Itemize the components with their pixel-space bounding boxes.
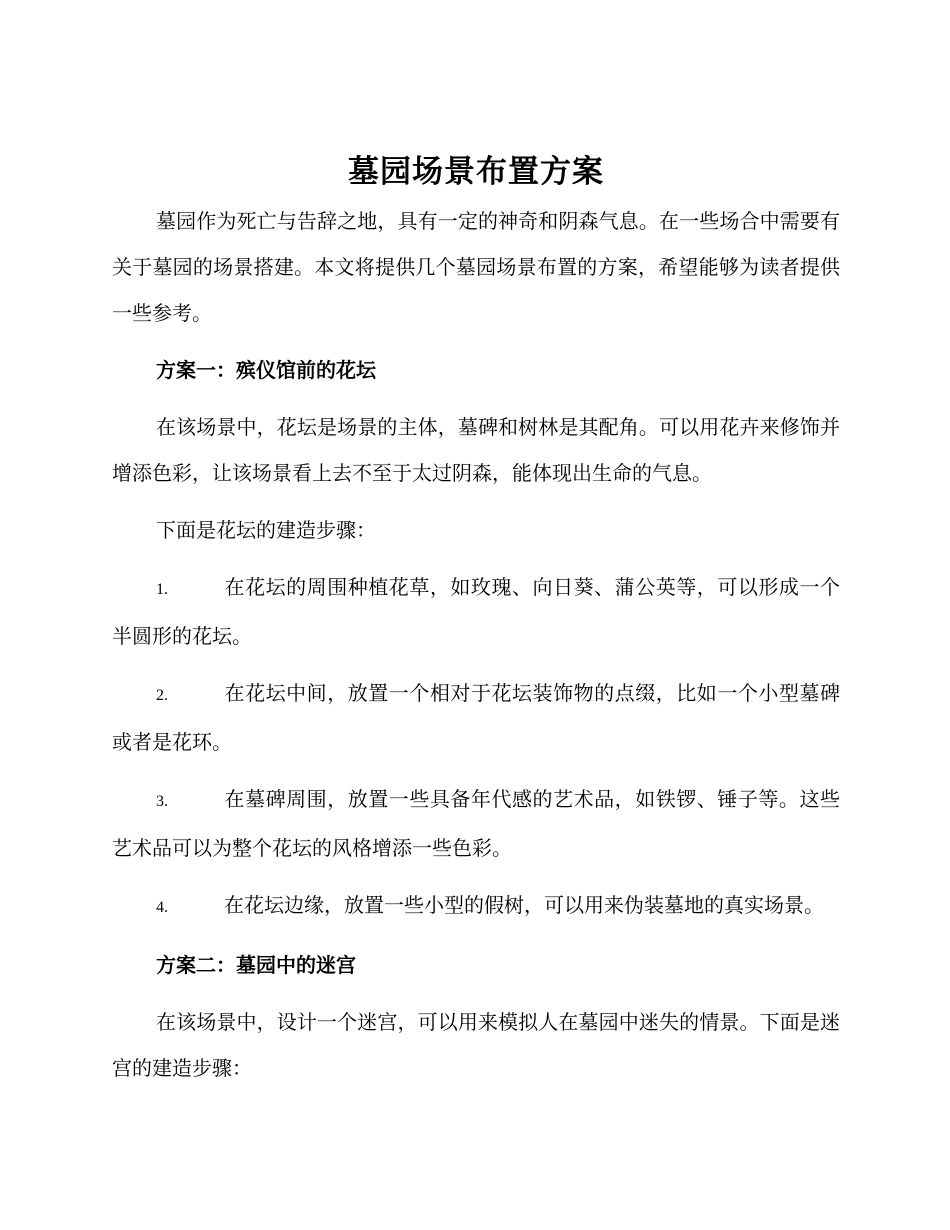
- list-item-number: 1.: [156, 581, 168, 598]
- section-heading-2: 方案二：墓园中的迷宫: [156, 953, 356, 977]
- list-item-text: 在花坛的周围种植花草，如玫瑰、向日葵、蒲公英等，可以形成一个半圆形的花坛。: [112, 575, 840, 648]
- list-item: [112, 564, 840, 659]
- list-item-text: 在花坛边缘，放置一些小型的假树，可以用来伪装墓地的真实场景。: [224, 893, 824, 917]
- list-item: [112, 670, 840, 765]
- section-2-description: 在该场景中，设计一个迷宫，可以用来模拟人在墓园中迷失的情景。下面是迷宫的建造步骤：: [112, 1010, 840, 1080]
- list-item: [112, 882, 840, 931]
- list-item-text: 在墓碑周围，放置一些具备年代感的艺术品，如铁锣、锤子等。这些艺术品可以为整个花坛的风格增添一些色彩。: [112, 787, 840, 860]
- list-item-number: 3.: [156, 793, 168, 810]
- intro-paragraph: 墓园作为死亡与告辞之地，具有一定的神奇和阴森气息。在一些场合中需要有关于墓园的场景搭建。本文将提供几个墓园场景布置的方案，希望能够为读者提供一些参考。: [112, 209, 840, 325]
- document-page: [112, 150, 840, 1091]
- list-item: [112, 776, 840, 871]
- document-title: 墓园场景布置方案: [348, 154, 604, 190]
- list-item-text: 在花坛中间，放置一个相对于花坛装饰物的点缀，比如一个小型墓碑或者是花环。: [112, 681, 840, 754]
- section-1-description: 在该场景中，花坛是场景的主体，墓碑和树林是其配角。可以用花卉来修饰并增添色彩，让该场景看上去不至于太过阴森，能体现出生命的气息。: [112, 415, 840, 485]
- section-heading-1: 方案一：殡仪馆前的花坛: [156, 358, 376, 382]
- section-1-steps-intro: 下面是花坛的建造步骤：: [156, 518, 376, 542]
- list-item-number: 4.: [156, 899, 168, 916]
- list-item-number: 2.: [156, 687, 168, 704]
